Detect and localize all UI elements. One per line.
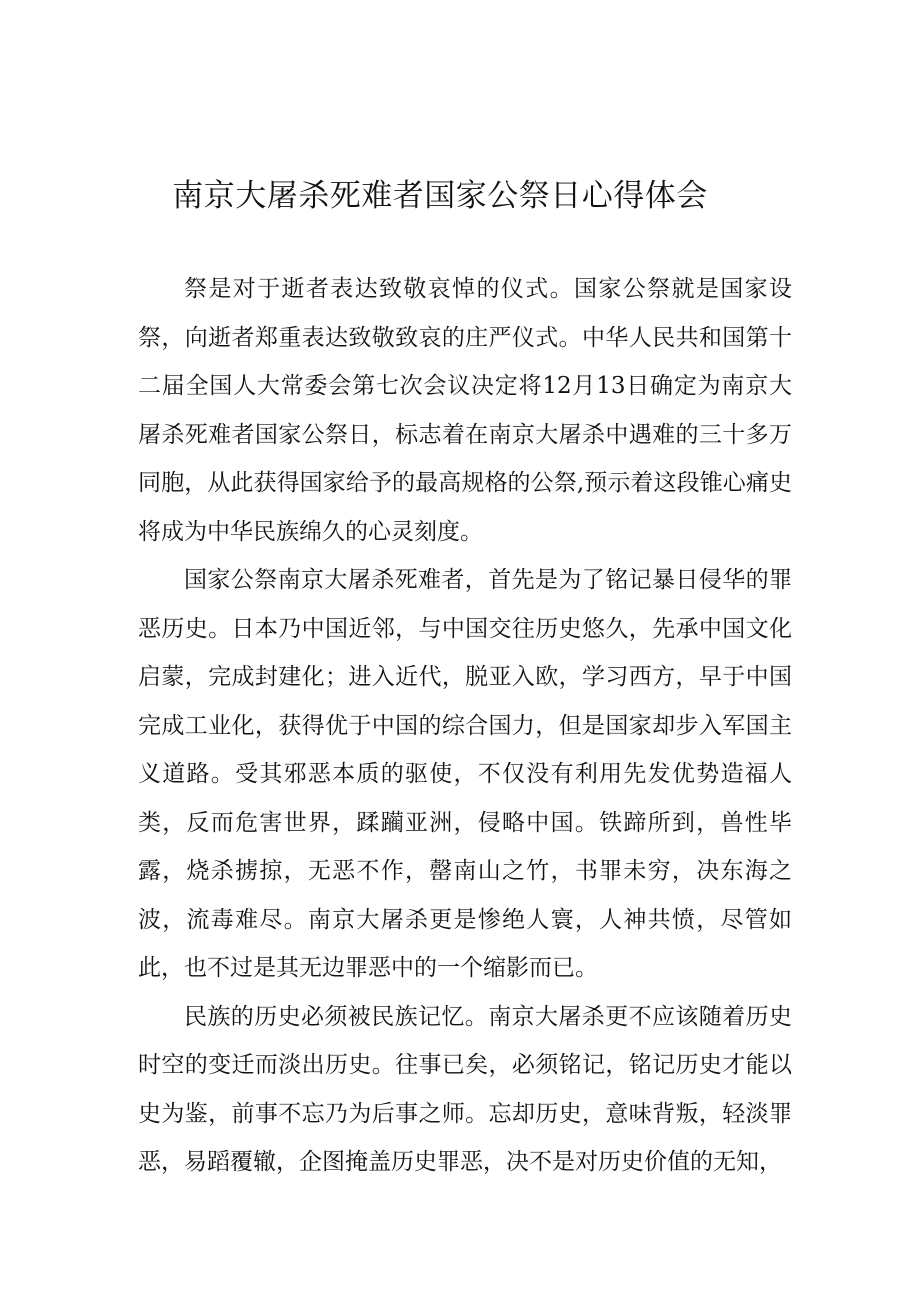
paragraph-3: 民族的历史必须被民族记忆。南京大屠杀更不应该随着历史时空的变迁而淡出历史。往事已矣，必须铭记，铭记历史才能以史为鉴，前事不忘乃为后事之师。忘却历史，意味背叛，轻淡罪恶，易蹈覆辙，企图掩盖历史罪恶，决不是对历史价值的无知， [138, 1003, 792, 1175]
document-body [138, 265, 792, 1187]
document-title: 南京大屠杀死难者国家公祭日心得体会 [172, 178, 708, 214]
paragraph-1: 祭是对于逝者表达致敬哀悼的仪式。国家公祭就是国家设祭，向逝者郑重表达致敬致哀的庄严仪式。中华人民共和国第十二届全国人大常委会第七次会议决定将12月13日确定为南京大屠杀死难者国家公祭日，标志着在南京大屠杀中遇难的三十多万同胞，从此获得国家给予的最高规格的公祭,预示着这段锥心痛史将成为中华民族绵久的心灵刻度。 [138, 276, 792, 545]
paragraph-2: 国家公祭南京大屠杀死难者，首先是为了铭记暴日侵华的罪恶历史。日本乃中国近邻，与中国交往历史悠久，先承中国文化启蒙，完成封建化；进入近代，脱亚入欧，学习西方，早于中国完成工业化，获得优于中国的综合国力，但是国家却步入军国主义道路。受其邪恶本质的驱使，不仅没有利用先发优势造福人类，反而危害世界，蹂躏亚洲，侵略中国。铁蹄所到，兽性毕露，烧杀掳掠，无恶不作，罄南山之竹，书罪未穷，决东海之波，流毒难尽。南京大屠杀更是惨绝人寰，人神共愤，尽管如此，也不过是其无边罪恶中的一个缩影而已。 [138, 567, 792, 981]
